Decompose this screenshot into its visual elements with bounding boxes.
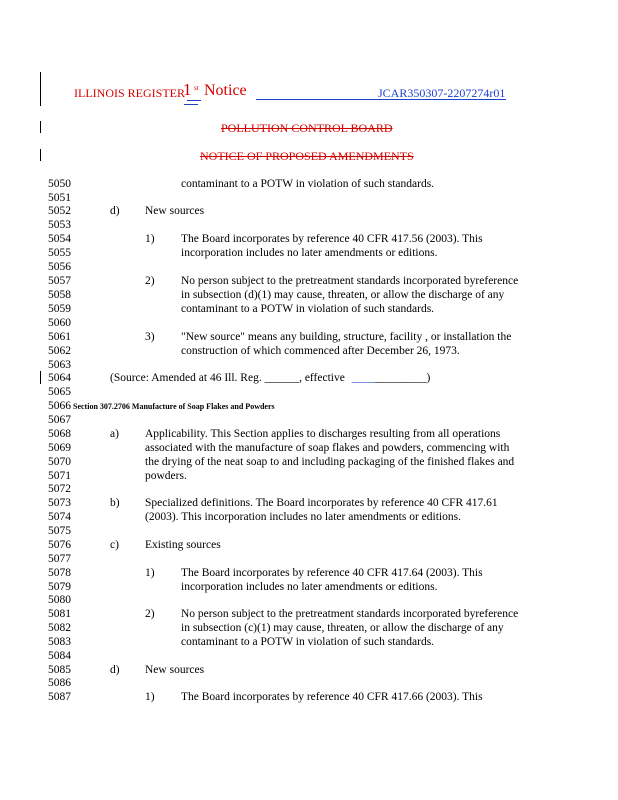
subsection-label: b) <box>110 497 120 509</box>
line-number: 5084 <box>48 650 71 662</box>
line-number: 5077 <box>48 553 71 565</box>
line-number: 5076 <box>48 539 71 551</box>
body-line: The Board incorporates by reference 40 CFR 417.64 (2003). This <box>181 567 483 579</box>
line-number: 5074 <box>48 511 71 523</box>
body-line: No person subject to the pretreatment standards incorporated byreference <box>181 608 519 620</box>
item-number: 1) <box>145 233 155 245</box>
line-number: 5069 <box>48 442 71 454</box>
edition-number: 1 <box>183 80 192 99</box>
body-line: contaminant to a POTW in violation of such standards. <box>181 303 435 315</box>
line-number: 5078 <box>48 567 71 579</box>
subsection-label: d) <box>110 664 120 676</box>
line-number: 5071 <box>48 470 71 482</box>
item-number: 2) <box>145 608 155 620</box>
notice-type: NOTICE OF PROPOSED AMENDMENTS <box>200 149 414 163</box>
body-line: "New source" means any building, structure, facility , or installation the <box>181 331 512 343</box>
change-bar <box>40 149 41 161</box>
line-number: 5052 <box>48 205 71 217</box>
section-title: Section 307.2706 Manufacture of Soap Flakes and Powders <box>73 402 275 411</box>
item-number: 3) <box>145 331 155 343</box>
line-number: 5053 <box>48 219 71 231</box>
line-number: 5073 <box>48 497 71 509</box>
body-line: contaminant to a POTW in violation of such standards. <box>181 636 435 648</box>
source-note: (Source: Amended at 46 Ill. Reg. ______, effective _____________) <box>110 372 431 384</box>
edition-underline <box>187 100 201 101</box>
body-line: Specialized definitions. The Board incorporates by reference 40 CFR 417.61 <box>145 497 498 509</box>
notice-label: Notice <box>204 82 247 99</box>
line-number: 5062 <box>48 345 71 357</box>
item-number: 2) <box>145 275 155 287</box>
line-number: 5083 <box>48 636 71 648</box>
line-number: 5060 <box>48 317 71 329</box>
line-number: 5087 <box>48 691 71 703</box>
change-bar <box>40 121 41 133</box>
body-line: powders. <box>145 470 187 482</box>
body-line: in subsection (d)(1) may cause, threaten, or allow the discharge of any <box>181 289 505 301</box>
subsection-heading: Existing sources <box>145 539 221 551</box>
subsection-label: a) <box>110 428 119 440</box>
line-number: 5081 <box>48 608 71 620</box>
line-number: 5065 <box>48 386 71 398</box>
edition-underline <box>184 104 198 105</box>
body-line: the drying of the neat soap to and including packaging of the finished flakes and <box>145 456 515 468</box>
line-number: 5080 <box>48 594 71 606</box>
item-number: 1) <box>145 567 155 579</box>
body-line: incorporation includes no later amendments or editions. <box>181 247 438 259</box>
line-number: 5068 <box>48 428 71 440</box>
body-line: in subsection (c)(1) may cause, threaten, or allow the discharge of any <box>181 622 504 634</box>
body-line: Applicability. This Section applies to discharges resulting from all operations <box>145 428 501 440</box>
line-number: 5075 <box>48 525 71 537</box>
change-bar <box>40 371 41 384</box>
register-title: ILLINOIS REGISTER <box>74 86 185 100</box>
subsection-heading: New sources <box>145 205 205 217</box>
line-number: 5055 <box>48 247 71 259</box>
body-line: incorporation includes no later amendments or editions. <box>181 581 438 593</box>
edition-suffix: st <box>194 84 199 92</box>
line-number: 5070 <box>48 456 71 468</box>
body-line: associated with the manufacture of soap flakes and powders, commencing with <box>145 442 510 454</box>
line-number: 5056 <box>48 261 71 273</box>
body-line: The Board incorporates by reference 40 CFR 417.56 (2003). This <box>181 233 483 245</box>
board-name: POLLUTION CONTROL BOARD <box>221 121 393 135</box>
body-line: The Board incorporates by reference 40 CFR 417.66 (2003). This <box>181 691 483 703</box>
line-number: 5072 <box>48 483 71 495</box>
subsection-label: d) <box>110 205 120 217</box>
body-line: contaminant to a POTW in violation of such standards. <box>181 178 435 190</box>
line-number: 5057 <box>48 275 71 287</box>
line-number: 5058 <box>48 289 71 301</box>
body-line: No person subject to the pretreatment standards incorporated byreference <box>181 275 519 287</box>
line-number: 5086 <box>48 677 71 689</box>
item-number: 1) <box>145 691 155 703</box>
change-bar <box>40 72 41 106</box>
line-number: 5064 <box>48 372 71 384</box>
document-id: JCAR350307-2207274r01 <box>378 86 506 100</box>
line-number: 5063 <box>48 359 71 371</box>
line-number: 5061 <box>48 331 71 343</box>
line-number: 5054 <box>48 233 71 245</box>
line-number: 5079 <box>48 581 71 593</box>
body-line: (2003). This incorporation includes no later amendments or editions. <box>145 511 461 523</box>
line-number: 5051 <box>48 192 71 204</box>
line-number: 5067 <box>48 414 71 426</box>
line-number: 5066 <box>48 400 71 412</box>
body-line: construction of which commenced after December 26, 1973. <box>181 345 460 357</box>
line-number: 5059 <box>48 303 71 315</box>
line-number: 5085 <box>48 664 71 676</box>
subsection-heading: New sources <box>145 664 205 676</box>
line-number: 5050 <box>48 178 71 190</box>
line-number: 5082 <box>48 622 71 634</box>
subsection-label: c) <box>110 539 119 551</box>
